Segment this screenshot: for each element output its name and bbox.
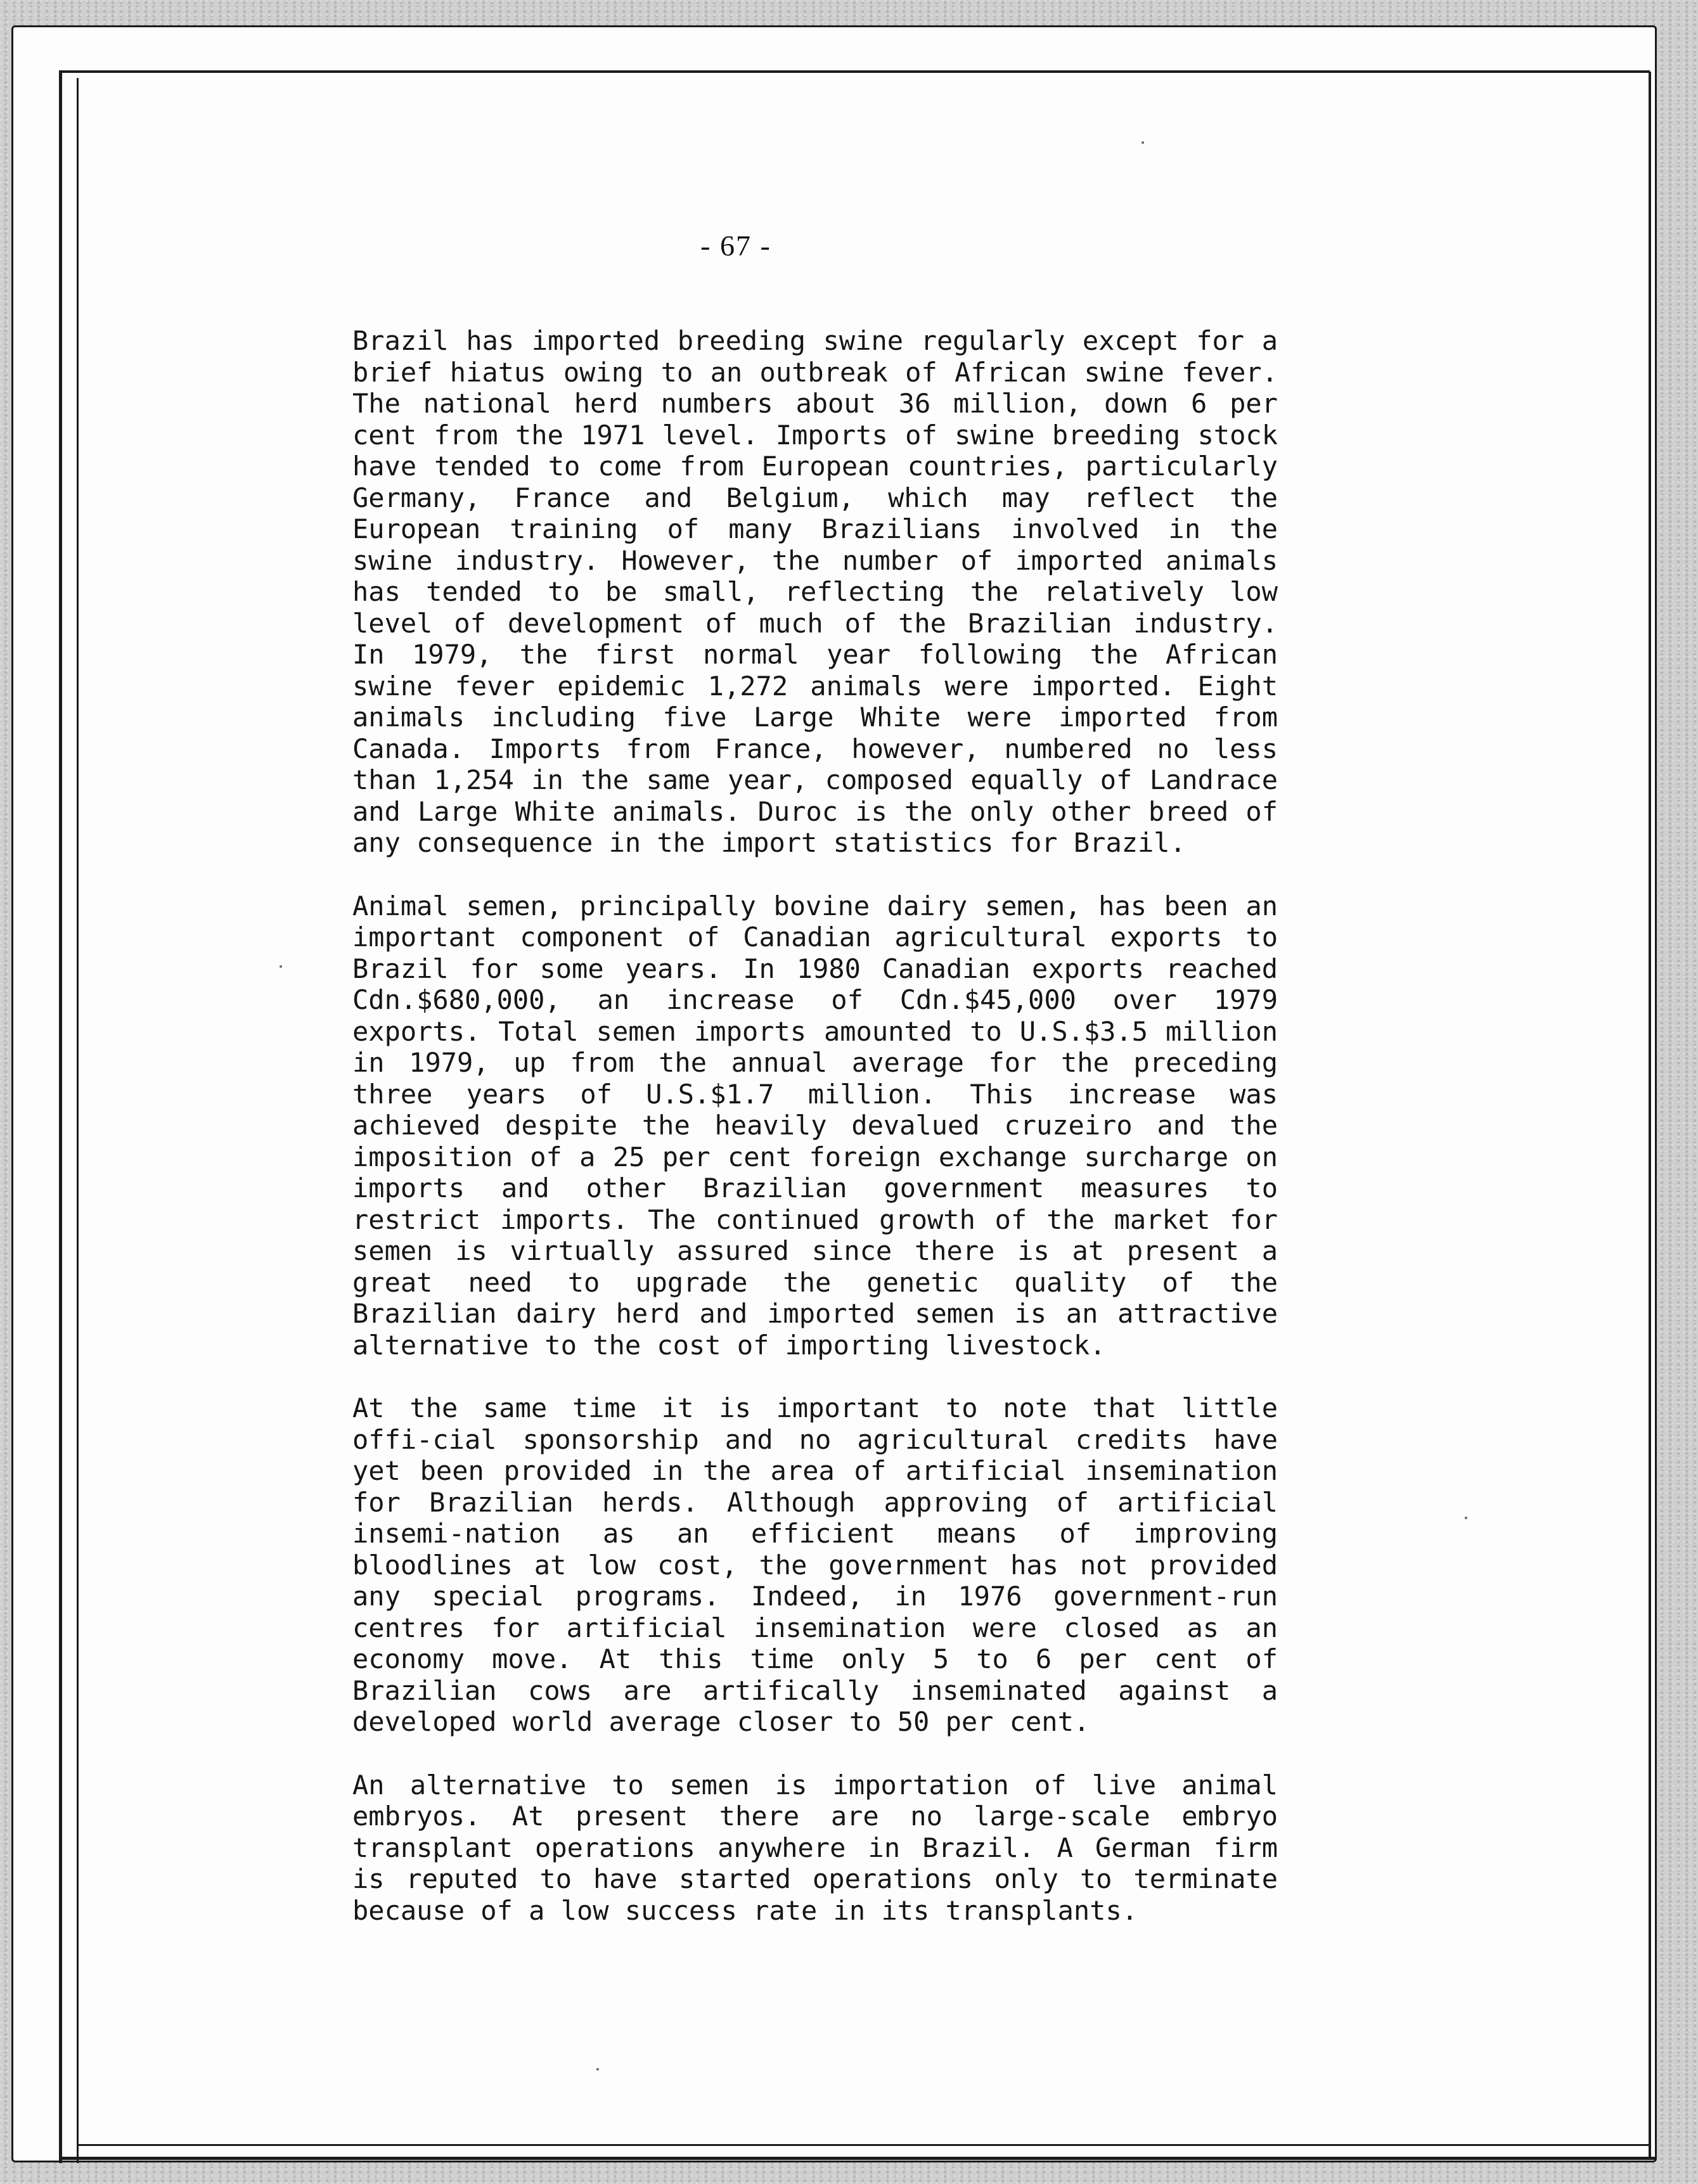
binder-border-bottom-outer <box>59 2157 1656 2160</box>
binder-border-left-inner <box>77 78 79 2163</box>
document-page <box>11 25 1657 2162</box>
paragraph-embryo-imports: An alternative to semen is importation of live animal embryos. At present there are no large-scale embryo transplant operations anywhere in Brazil. A German firm is reputed to have started operations only to terminate because of a low success rate in its transplants. <box>352 1769 1278 1926</box>
scan-speck <box>1142 141 1144 144</box>
binder-border-right <box>1649 72 1651 2157</box>
paragraph-swine-imports: Brazil has imported breeding swine regularly except for a brief hiatus owing to an outbreak of African swine fever. The national herd numbers about 36 million, down 6 per cent from the 1971 level. Imports of swine breeding stock have tended to come from European countries, particularly Germany, France and Belgium, which may reflect the European training of many Brazilians involved in the swine industry. However, the number of imported animals has tended to be small, reflecting the relatively low level of development of much of the Brazilian industry. In 1979, the first normal year following the African swine fever epidemic 1,272 animals were imported. Eight animals including five Large White were imported from Canada. Imports from France, however, numbered no less than 1,254 in the same year, composed equally of Landrace and Large White animals. Duroc is the only other breed of any consequence in the import statistics for Brazil. <box>352 325 1278 858</box>
binder-border-left-outer <box>59 72 62 2163</box>
binder-border-bottom-inner <box>77 2144 1649 2146</box>
body-text <box>352 325 1278 1958</box>
page-number: - 67 - <box>700 229 771 262</box>
binder-border-top <box>59 70 1650 73</box>
paragraph-artificial-insemination: At the same time it is important to note that little offi-cial sponsorship and no agricultural credits have yet been provided in the area of artificial insemination for Brazilian herds. Although approving of artificial insemi-nation as an efficient means of improving bloodlines at low cost, the government has not provided any special programs. Indeed, in 1976 government-run centres for artificial insemination were closed as an economy move. At this time only 5 to 6 per cent of Brazilian cows are artifically inseminated against a developed world average closer to 50 per cent. <box>352 1392 1278 1737</box>
paragraph-animal-semen: Animal semen, principally bovine dairy semen, has been an important component of Canadian agricultural exports to Brazil for some years. In 1980 Canadian exports reached Cdn.$680,000, an increase of Cdn.$45,000 over 1979 exports. Total semen imports amounted to U.S.$3.5 million in 1979, up from the annual average for the preceding three years of U.S.$1.7 million. This increase was achieved despite the heavily devalued cruzeiro and the imposition of a 25 per cent foreign exchange surcharge on imports and other Brazilian government measures to restrict imports. The continued growth of the market for semen is virtually assured since there is at present a great need to upgrade the genetic quality of the Brazilian dairy herd and imported semen is an attractive alternative to the cost of importing livestock. <box>352 890 1278 1361</box>
scan-speck <box>1465 1517 1467 1519</box>
scan-speck <box>596 2068 599 2071</box>
scan-speck <box>280 965 282 968</box>
